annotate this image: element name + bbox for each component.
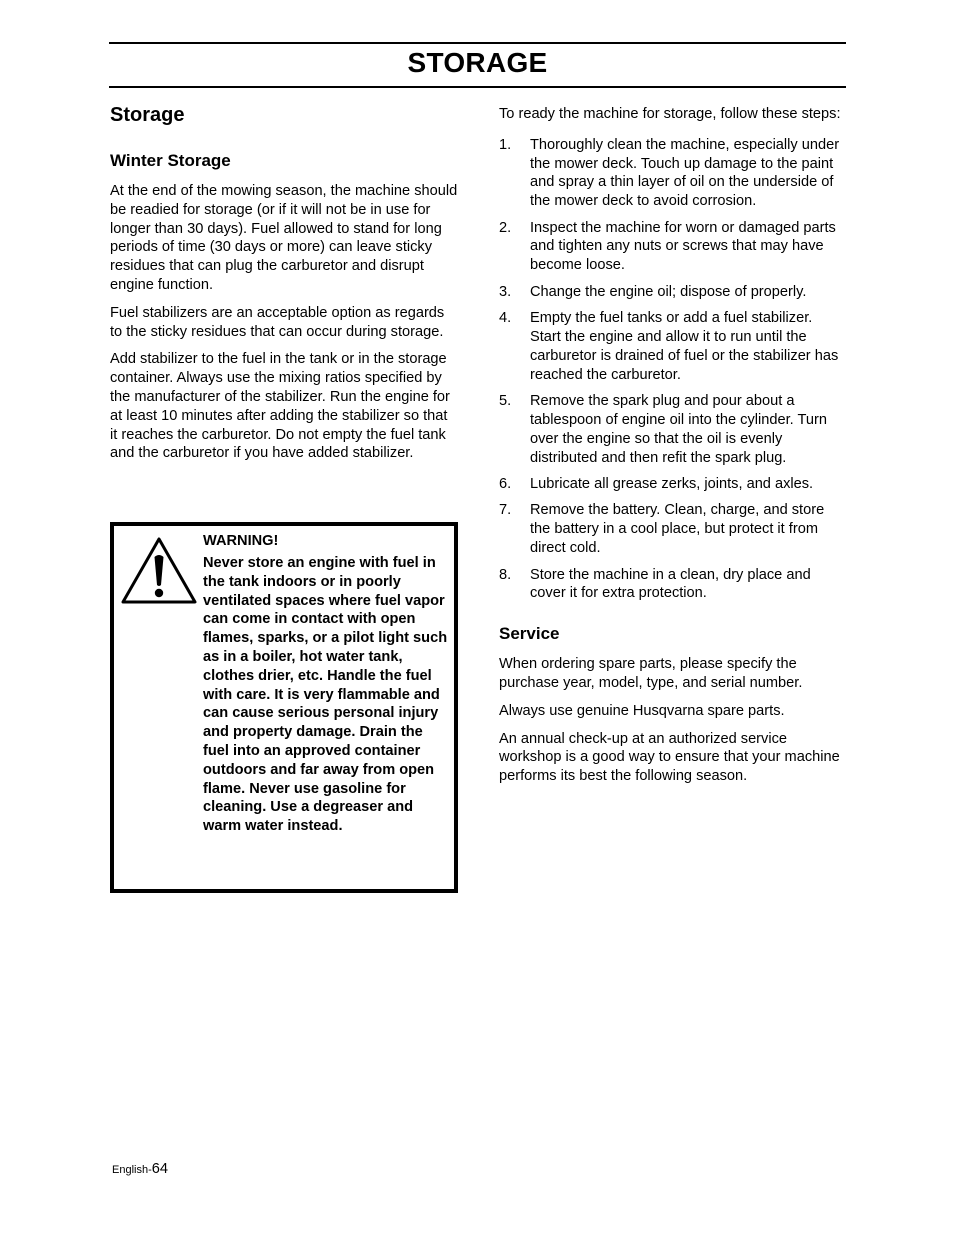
left-column [110, 102, 458, 472]
step-number: 4. [499, 310, 512, 327]
footer-language: English- [112, 1164, 152, 1176]
section-title-storage: Storage [110, 104, 185, 126]
step-text: Change the engine oil; dispose of properly. [530, 283, 807, 300]
list-item [499, 136, 845, 211]
list-item [499, 219, 845, 275]
list-item [499, 309, 845, 384]
step-number: 8. [499, 566, 512, 583]
paragraph: An annual check-up at an authorized service workshop is a good way to ensure that your machine performs its best the following season. [499, 730, 840, 785]
step-number: 2. [499, 219, 512, 236]
page-title: STORAGE [407, 47, 548, 78]
page-footer [112, 1161, 168, 1177]
warning-body: Never store an engine with fuel in the tank indoors or in poorly ventilated spaces where fuel vapor can come in contact with open flames, sparks, or a pilot light such as in a boiler, hot water tank, clothes drier, etc. Handle the fuel with care. It is very flammable and can cause serious personal injury and property damage. Drain the fuel into an approved container outdoors and far away from open flame. Never use gasoline for cleaning. Use a degreaser and warm water instead. [203, 555, 448, 835]
paragraph: Always use genuine Husqvarna spare parts. [499, 702, 785, 719]
warning-box [110, 522, 458, 893]
paragraph: When ordering spare parts, please specify the purchase year, model, type, and serial number. [499, 656, 803, 691]
step-text: Remove the battery. Clean, charge, and store the battery in a cool place, but protect it from direct cold. [530, 502, 825, 557]
right-column [499, 105, 845, 795]
warning-text [203, 532, 449, 836]
step-number: 6. [499, 475, 512, 492]
step-number: 3. [499, 283, 512, 300]
step-number: 5. [499, 393, 512, 410]
subsection-title-winter-storage: Winter Storage [110, 151, 231, 170]
step-text: Thoroughly clean the machine, especially under the mower deck. Touch up damage to the paint and spray a thin layer of oil on the underside of the mower deck to avoid corrosion. [530, 136, 840, 210]
page-number: 64 [151, 1161, 168, 1177]
step-text: Remove the spark plug and pour about a tablespoon of engine oil into the cylinder. Turn over the engine so that the oil is evenly distributed and then refit the spark plug. [530, 393, 827, 466]
step-number: 1. [499, 136, 512, 153]
list-item [499, 283, 845, 302]
step-text: Lubricate all grease zerks, joints, and axles. [530, 475, 814, 492]
list-item [499, 475, 845, 494]
list-item [499, 501, 845, 557]
paragraph: Fuel stabilizers are an acceptable option as regards to the sticky residues that can occur during storage. [110, 304, 445, 340]
step-text: Store the machine in a clean, dry place and cover it for extra protection. [530, 566, 811, 602]
paragraph: At the end of the mowing season, the machine should be readied for storage (or if it will not be in use for longer than 30 days). Fuel allowed to stand for long periods of time (30 days or more) can leave sticky residues that can plug the carburetor and disrupt engine function. [110, 183, 458, 293]
steps-intro: To ready the machine for storage, follow these steps: [499, 106, 841, 122]
warning-title: WARNING! [203, 533, 279, 549]
paragraph: Add stabilizer to the fuel in the tank or in the storage container. Always use the mixing ratios specified by the manufacturer of the stabilizer. Run the engine for at least 10 minutes after adding the stabilizer so that it reaches the carburetor. Do not empty the fuel tank and the carburetor if you have added stabilizer. [110, 351, 450, 462]
list-item [499, 566, 845, 604]
warning-triangle-icon [121, 537, 197, 605]
step-number: 7. [499, 502, 512, 519]
subsection-title-service: Service [499, 624, 560, 644]
page-header [109, 42, 846, 88]
step-text: Inspect the machine for worn or damaged parts and tighten any nuts or screws that may have become loose. [530, 219, 836, 274]
storage-steps-list [499, 136, 845, 603]
step-text: Empty the fuel tanks or add a fuel stabilizer. Start the engine and allow it to run until the carburetor is drained of fuel or the stabilizer has reached the carburetor. [530, 310, 839, 383]
list-item [499, 392, 845, 467]
